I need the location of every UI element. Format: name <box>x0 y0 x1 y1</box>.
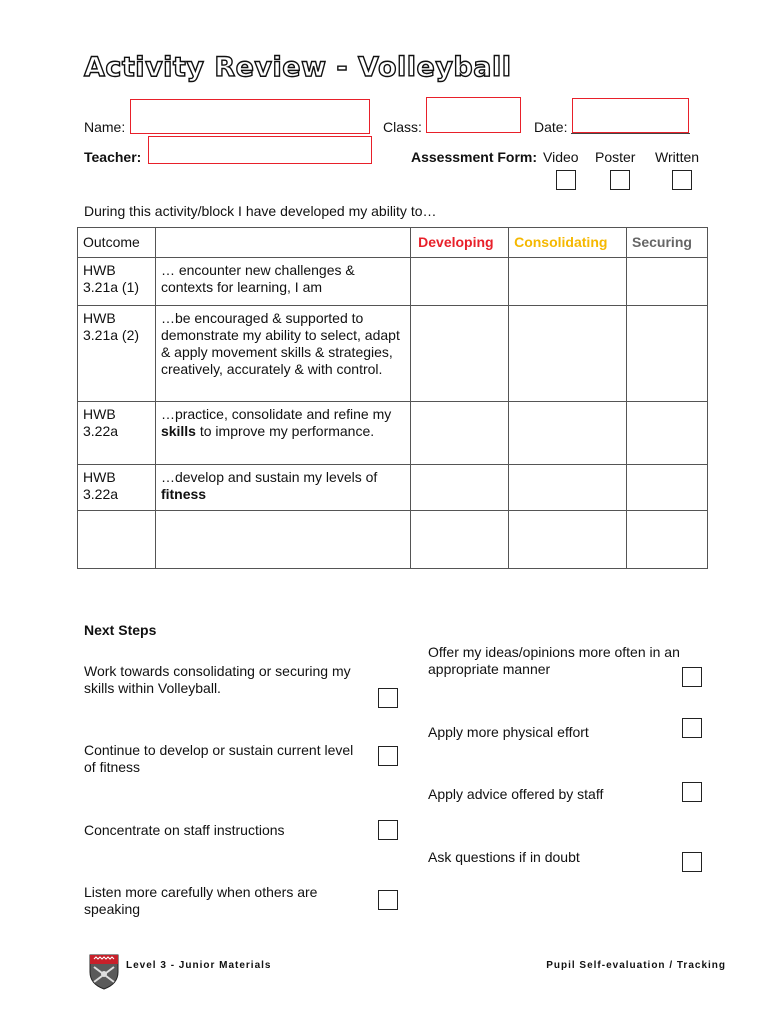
description-header <box>155 228 410 258</box>
developing-cell[interactable] <box>411 402 509 465</box>
developing-cell[interactable] <box>411 258 509 306</box>
securing-cell[interactable] <box>627 306 708 402</box>
empty-cell[interactable] <box>155 511 410 569</box>
table-header-row <box>78 228 708 258</box>
next-step-left-2-checkbox[interactable] <box>378 746 398 766</box>
next-step-right-1: Offer my ideas/opinions more often in an appropriate manner <box>428 644 680 677</box>
next-step-right-4-checkbox[interactable] <box>682 852 702 872</box>
table-row-empty <box>78 511 708 569</box>
securing-cell[interactable] <box>627 465 708 511</box>
table-row <box>78 306 708 402</box>
securing-cell[interactable] <box>627 258 708 306</box>
teacher-label: Teacher: <box>84 149 142 165</box>
developing-header: Developing <box>411 228 509 258</box>
empty-cell[interactable] <box>509 511 627 569</box>
date-label: Date: <box>534 119 568 135</box>
next-step-left-4-checkbox[interactable] <box>378 890 398 910</box>
securing-header: Securing <box>627 228 708 258</box>
assessment-form-label: Assessment Form: <box>411 149 538 165</box>
next-step-left-4: Listen more carefully when others are speaking <box>84 884 318 917</box>
outcome-code: HWB 3.21a (1) <box>78 258 156 306</box>
outcomes-table <box>77 227 708 569</box>
class-label: Class: <box>383 119 422 135</box>
consolidating-header: Consolidating <box>509 228 627 258</box>
intro-text: During this activity/block I have developed my ability to… <box>84 203 437 219</box>
developing-cell[interactable] <box>411 306 509 402</box>
consolidating-cell[interactable] <box>509 402 627 465</box>
footer-right-text: Pupil Self-evaluation / Tracking <box>546 960 726 971</box>
next-step-left-1-checkbox[interactable] <box>378 688 398 708</box>
assessment-option-video: Video <box>543 149 579 165</box>
video-checkbox[interactable] <box>556 170 576 190</box>
next-steps-heading: Next Steps <box>84 622 157 638</box>
next-step-right-3-checkbox[interactable] <box>682 782 702 802</box>
date-underline <box>571 133 690 134</box>
empty-cell[interactable] <box>627 511 708 569</box>
outcome-description: …practice, consolidate and refine my skills to improve my performance. <box>155 402 410 465</box>
outcome-description: … encounter new challenges & contexts for learning, I am <box>155 258 410 306</box>
outcome-code: HWB 3.22a <box>78 402 156 465</box>
empty-cell[interactable] <box>411 511 509 569</box>
outcome-description: …be encouraged & supported to demonstrate my ability to select, adapt & apply movement skills & strategies, creatively, accurately & with control. <box>155 306 410 402</box>
securing-cell[interactable] <box>627 402 708 465</box>
footer-left-text: Level 3 - Junior Materials <box>126 960 272 971</box>
school-crest-icon <box>88 952 120 990</box>
date-field[interactable] <box>572 98 689 133</box>
next-step-right-2: Apply more physical effort <box>428 724 589 740</box>
written-checkbox[interactable] <box>672 170 692 190</box>
consolidating-cell[interactable] <box>509 258 627 306</box>
next-step-left-2: Continue to develop or sustain current level of fitness <box>84 742 354 775</box>
page-title: Activity Review - Volleyball <box>84 52 512 83</box>
next-step-right-2-checkbox[interactable] <box>682 718 702 738</box>
next-step-left-1: Work towards consolidating or securing my skills within Volleyball. <box>84 663 351 696</box>
table-row <box>78 465 708 511</box>
next-step-right-3: Apply advice offered by staff <box>428 786 604 802</box>
next-step-left-3-checkbox[interactable] <box>378 820 398 840</box>
next-step-right-4: Ask questions if in doubt <box>428 849 580 865</box>
next-step-right-1-checkbox[interactable] <box>682 667 702 687</box>
assessment-option-written: Written <box>655 149 700 165</box>
developing-cell[interactable] <box>411 465 509 511</box>
table-row <box>78 258 708 306</box>
name-label: Name: <box>84 119 126 135</box>
consolidating-cell[interactable] <box>509 465 627 511</box>
class-field[interactable] <box>426 97 521 133</box>
empty-cell[interactable] <box>78 511 156 569</box>
poster-checkbox[interactable] <box>610 170 630 190</box>
outcome-description: …develop and sustain my levels of fitness <box>155 465 410 511</box>
table-row <box>78 402 708 465</box>
next-step-left-3: Concentrate on staff instructions <box>84 822 285 838</box>
outcome-code: HWB 3.21a (2) <box>78 306 156 402</box>
teacher-field[interactable] <box>148 136 372 164</box>
consolidating-cell[interactable] <box>509 306 627 402</box>
outcome-code: HWB 3.22a <box>78 465 156 511</box>
assessment-option-poster: Poster <box>595 149 636 165</box>
outcome-header: Outcome <box>78 228 156 258</box>
name-field[interactable] <box>130 99 370 134</box>
